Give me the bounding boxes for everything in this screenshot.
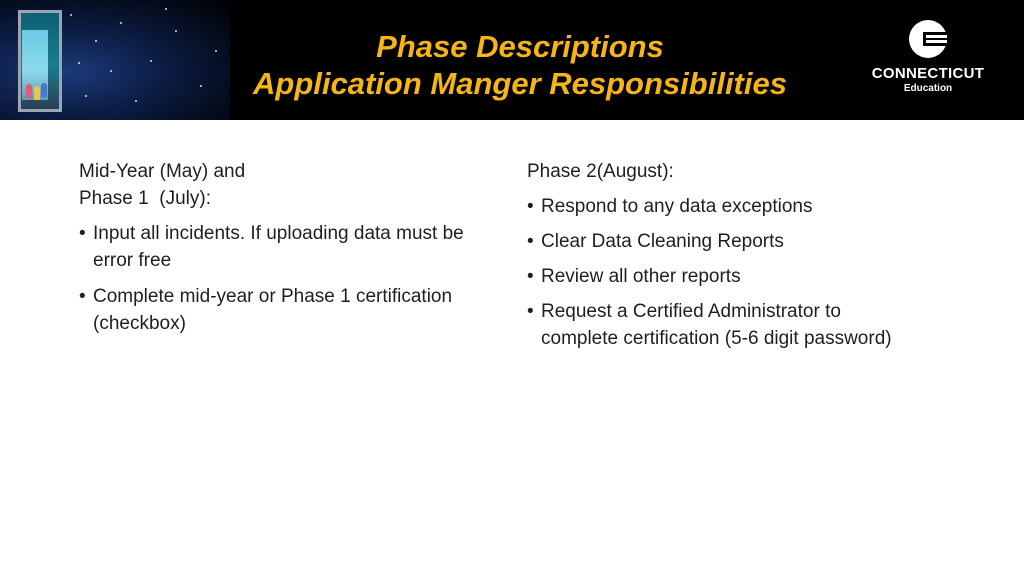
- title-line-1: Phase Descriptions: [376, 29, 664, 64]
- left-bullet-list: [79, 220, 499, 337]
- list-item: • Complete mid-year or Phase 1 certification (checkbox): [79, 283, 499, 337]
- space-door-illustration: [0, 0, 230, 120]
- list-item: • Respond to any data exceptions: [527, 193, 907, 220]
- list-item: • Clear Data Cleaning Reports: [527, 228, 907, 255]
- left-heading-line-2: Phase 1 (July):: [79, 188, 211, 209]
- right-heading: Phase 2(August):: [527, 161, 674, 182]
- logo-name: CONNECTICUT: [871, 65, 985, 82]
- slide-title: [200, 28, 840, 102]
- list-item: • Request a Certified Administrator to complete certification (5-6 digit password): [527, 298, 907, 352]
- connecticut-c-logo-icon: [909, 20, 947, 58]
- list-item: • Input all incidents. If uploading data must be error free: [79, 220, 499, 274]
- title-line-2: Application Manger Responsibilities: [253, 66, 787, 101]
- logo-subtitle: Education: [903, 83, 953, 94]
- list-item: • Review all other reports: [527, 263, 907, 290]
- right-bullet-list: [527, 193, 907, 352]
- right-column: [527, 158, 907, 352]
- left-column: [79, 158, 499, 337]
- connecticut-education-logo: [856, 20, 1000, 94]
- left-heading-line-1: Mid-Year (May) and: [79, 161, 246, 182]
- header-banner: [0, 0, 1024, 120]
